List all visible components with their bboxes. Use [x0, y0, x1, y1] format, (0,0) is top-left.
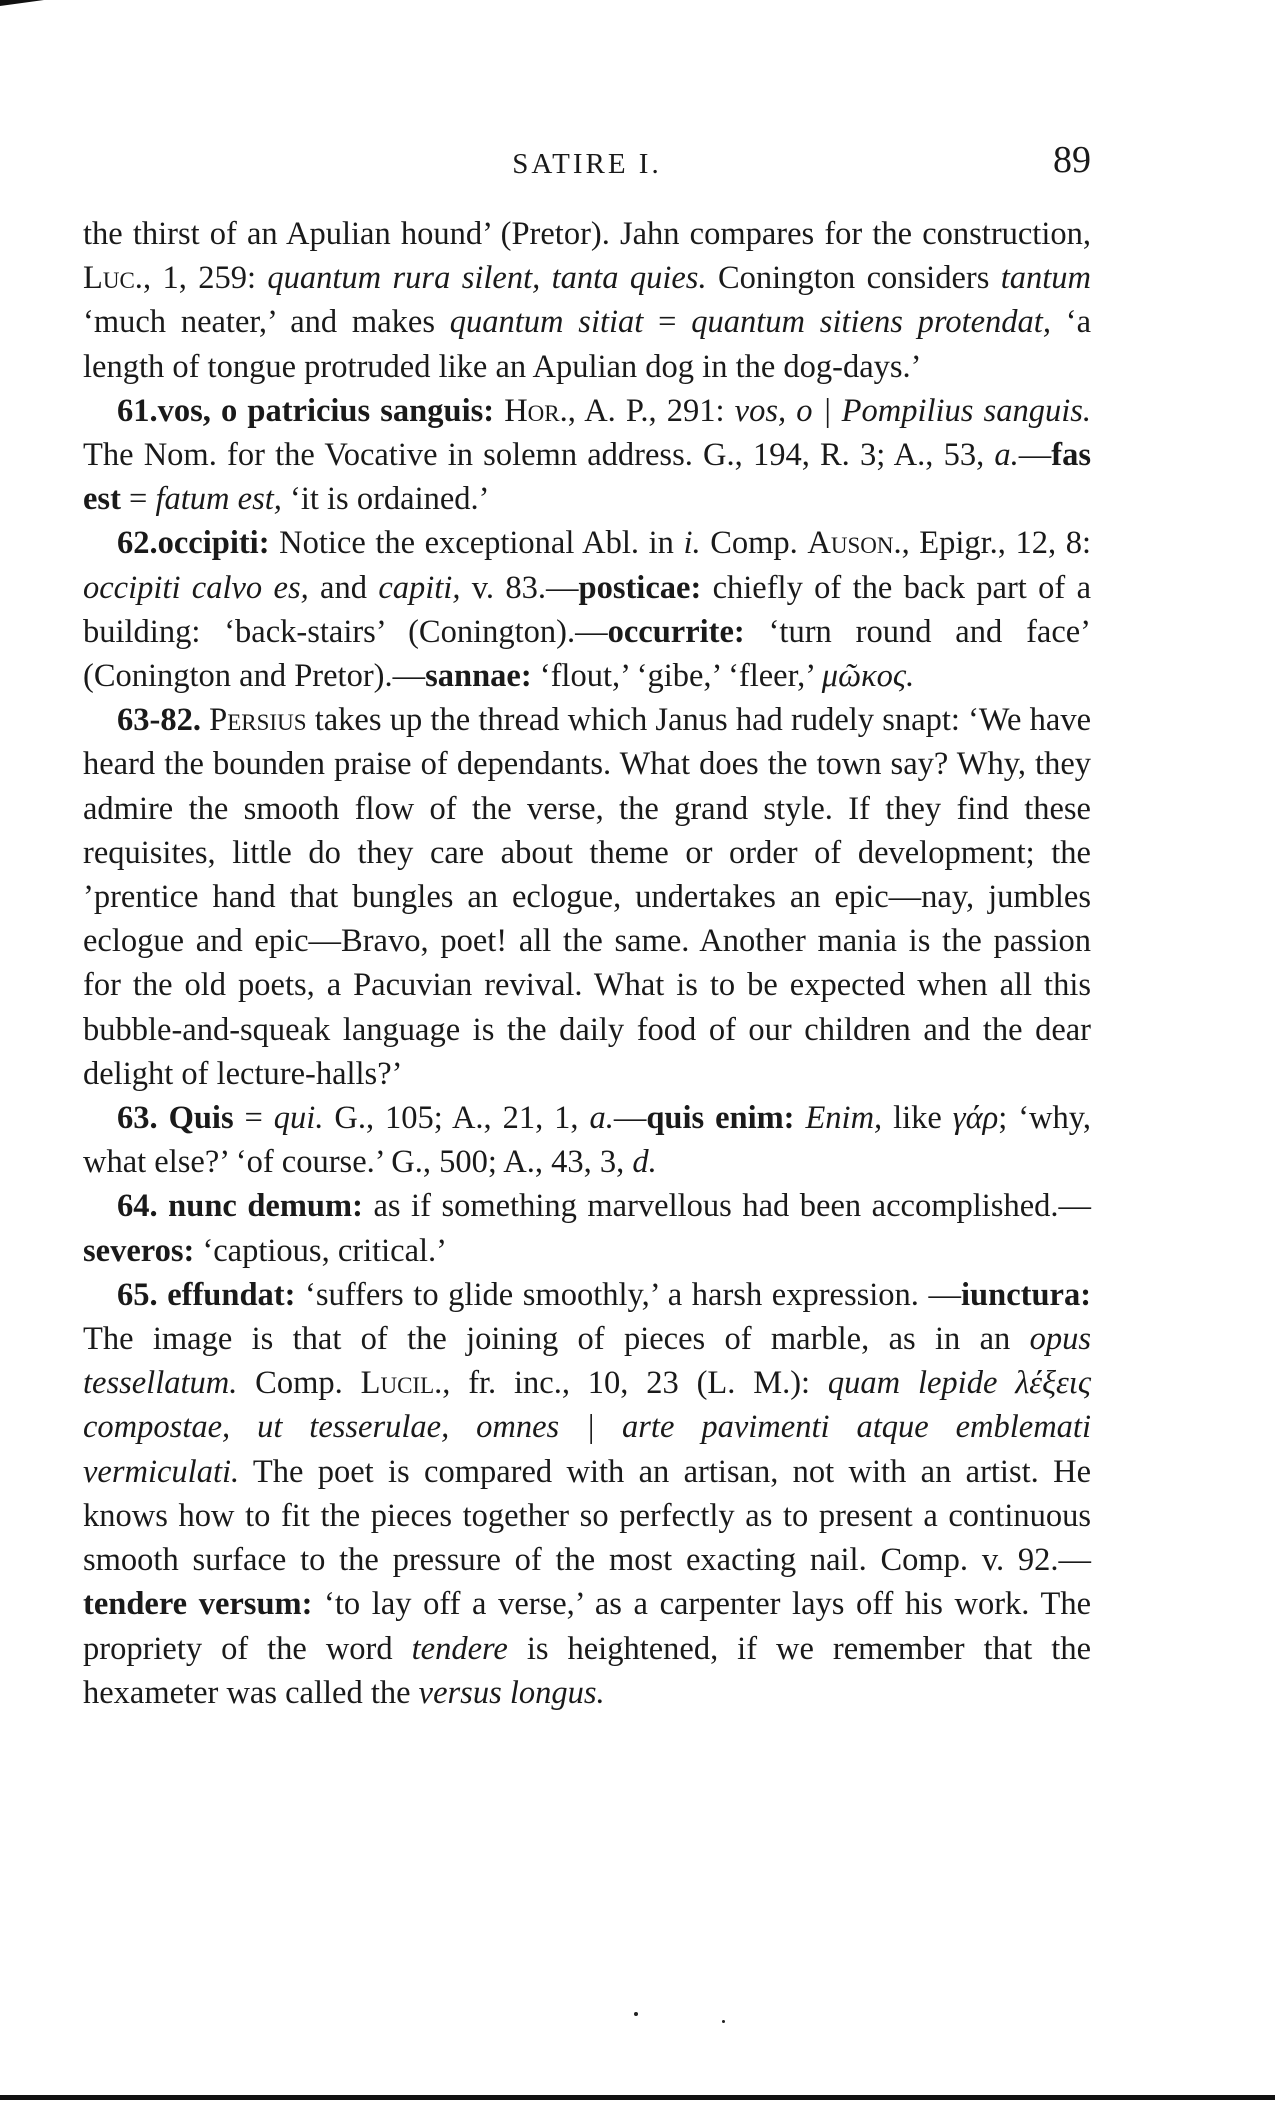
lemma: fas est — [83, 437, 1091, 518]
running-title: SATIRE I. — [512, 148, 662, 180]
note-63-82: 63-82. Persius takes up the thread which Janus had rudely snapt: ‘We have heard the bounden praise of dependants. What does the town say? Why, they admire the smooth flow of the verse, the grand style. If they find these requisites, little do they care about theme or order of development; the ’prentice hand that bungles an eclogue, undertakes an epic—nay, jumbles eclogue and epic—Bravo, poet! all the same. Another mania is the passion for the old poets, a Pacuvian revival. What is to be expected when all this bubble-and-squeak language is the daily food of our children and the dear delight of lecture-halls?’ — [83, 702, 1091, 1092]
commentary-body — [83, 212, 1091, 1715]
running-head — [83, 138, 1091, 198]
lemma: sannae: — [425, 658, 532, 695]
note-number: 62. — [117, 525, 158, 562]
paragraph-continuation: the thirst of an Apulian hound’ (Pretor). Jahn compares for the construction, Luc., 1, 259: quantum rura silent, tanta quies. Conington considers tantum ‘much neater,’ and makes quantum sitiat = quantum sitiens protendat, ‘a length of tongue protruded like an Apulian dog in the dog-days.’ — [83, 216, 1092, 385]
lemma: occipiti: — [157, 525, 270, 562]
corner-scan-mark — [0, 0, 44, 6]
speck — [722, 2020, 725, 2023]
lemma: vos, o patricius sanguis: — [157, 392, 495, 429]
page-number: 89 — [1053, 139, 1091, 181]
lemma: tendere versum: — [83, 1586, 313, 1623]
note-number: 63. — [117, 1100, 158, 1137]
bottom-rule — [0, 2095, 1275, 2100]
lemma: occurrite: — [607, 613, 745, 650]
lemma: posticae: — [578, 569, 702, 606]
note-number: 64. — [117, 1188, 158, 1225]
lemma: nunc demum: — [168, 1188, 363, 1225]
lemma: iunctura: — [961, 1276, 1092, 1313]
note-number: 65. — [117, 1276, 158, 1313]
lemma: Quis — [168, 1100, 234, 1137]
lemma: quis enim: — [646, 1100, 795, 1137]
footer-specks — [620, 2010, 740, 2040]
lemma: severos: — [83, 1232, 195, 1269]
note-number: 61. — [117, 392, 158, 429]
page — [83, 138, 1091, 1715]
speck — [634, 2012, 638, 2016]
lemma: effundat: — [167, 1276, 296, 1313]
note-61: 61.vos, o patricius sanguis: Hor., A. P., 291: vos, o | Pompilius sanguis. The Nom. for the Vocative in solemn address. G., 194, R. 3; A., 53, a.—fas est = fatum est, ‘it is ordained.’ — [83, 392, 1091, 518]
note-number: 63-82. — [117, 702, 201, 739]
note-62: 62.occipiti: Notice the exceptional Abl. in i. Comp. Auson., Epigr., 12, 8: occipiti calvo es, and capiti, v. 83.—posticae: chiefly of the back part of a building: ‘back-stairs’ (Conington).—occurrite: ‘turn round and face’ (Conington and Pretor).—sannae: ‘flout,’ ‘gibe,’ ‘fleer,’ μῶκος. — [83, 525, 1091, 695]
note-63: 63. Quis = qui. G., 105; A., 21, 1, a.—quis enim: Enim, like γάρ; ‘why, what else?’ ‘of course.’ G., 500; A., 43, 3, d. — [83, 1100, 1092, 1181]
note-64: 64. nunc demum: as if something marvellous had been accomplished.—severos: ‘captious, critical.’ — [83, 1188, 1091, 1269]
note-65: 65. effundat: ‘suffers to glide smoothly,’ a harsh expression. —iunctura: The image is that of the joining of pieces of marble, as in an opus tessellatum. Comp. Lucil., fr. inc., 10, 23 (L. M.): quam lepide λέξεις compostae, ut tesserulae, omnes | arte pavimenti atque emblemati vermiculati. The poet is compared with an artisan, not with an artist. He knows how to fit the pieces together so perfectly as to present a continuous smooth surface to the pressure of the most exacting nail. Comp. v. 92.—tendere versum: ‘to lay off a verse,’ as a carpenter lays off his work. The propriety of the word tendere is heightened, if we remember that the hexameter was called the versus longus. — [83, 1276, 1092, 1711]
